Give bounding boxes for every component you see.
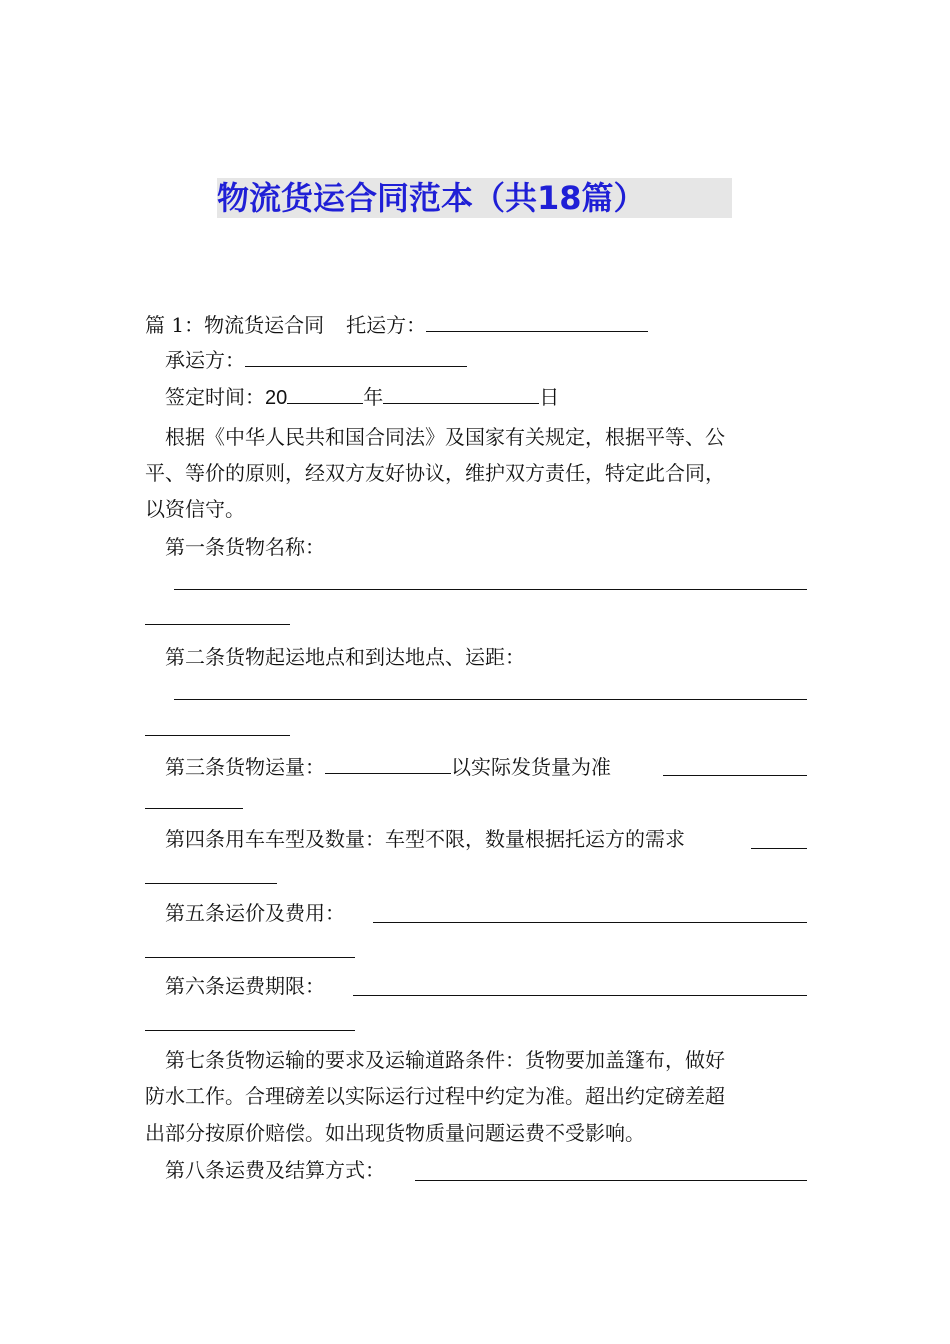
clause-7-line-1: 第七条货物运输的要求及运输道路条件：货物要加盖篷布，做好 (165, 1048, 725, 1072)
carrier-line (165, 344, 467, 375)
clause-7-line-3: 出部分按原价赔偿。如出现货物质量问题运费不受影响。 (145, 1121, 645, 1145)
clause-4: 第四条用车车型及数量：车型不限，数量根据托运方的需求 (165, 827, 685, 851)
clause-4-tail-rule (751, 848, 807, 849)
shipper-blank (426, 309, 648, 332)
clause-8-blank-rule (415, 1180, 807, 1181)
day-label: 日 (539, 385, 560, 409)
header-prefix: 篇 1：物流货运合同 (145, 313, 325, 337)
clause-3-volume-blank (325, 751, 451, 774)
clause-6-blank-rule-cont (145, 1030, 355, 1031)
clause-2: 第二条货物起运地点和到达地点、运距： (165, 645, 525, 669)
sign-date-label: 签定时间： (165, 385, 265, 409)
clause-3-line (165, 751, 611, 782)
clause-2-blank-rule-cont (145, 735, 290, 736)
clause-8: 第八条运费及结算方式： (165, 1158, 385, 1182)
carrier-label: 承运方： (165, 348, 245, 372)
clause-6: 第六条运费期限： (165, 974, 325, 998)
clause-1-blank-rule (174, 589, 807, 590)
year-blank (287, 381, 363, 404)
clause-3-note: 以实际发货量为准 (451, 755, 611, 779)
clause-6-blank-rule (353, 995, 807, 996)
day-blank (383, 381, 539, 404)
preamble-line-3: 以资信守。 (145, 497, 245, 521)
preamble-line-2: 平、等价的原则，经双方友好协议，维护双方责任，特定此合同， (145, 461, 725, 485)
clause-2-blank-rule (174, 699, 807, 700)
clause-3-tail-rule (663, 775, 807, 776)
clause-7-line-2: 防水工作。合理磅差以实际运行过程中约定为准。超出约定磅差超 (145, 1084, 725, 1108)
preamble-line-1: 根据《中华人民共和国合同法》及国家有关规定，根据平等、公 (165, 425, 725, 449)
clause-3-tail-rule-cont (145, 808, 243, 809)
clause-3-label: 第三条货物运量： (165, 755, 325, 779)
sign-date-line (165, 381, 559, 413)
clause-5: 第五条运价及费用： (165, 901, 345, 925)
shipper-label: 托运方： (346, 313, 427, 337)
year-label: 年 (363, 385, 384, 409)
clause-4-tail-rule-cont (145, 883, 277, 884)
carrier-blank (245, 344, 467, 367)
clause-1-blank-rule-cont (145, 624, 290, 625)
header-line (145, 309, 648, 340)
clause-5-blank-rule-cont (145, 957, 355, 958)
clause-1: 第一条货物名称： (165, 535, 325, 559)
sign-date-century: 20 (265, 387, 288, 409)
document-title: 物流货运合同范本（共18篇） (217, 178, 732, 218)
clause-5-blank-rule (373, 922, 807, 923)
